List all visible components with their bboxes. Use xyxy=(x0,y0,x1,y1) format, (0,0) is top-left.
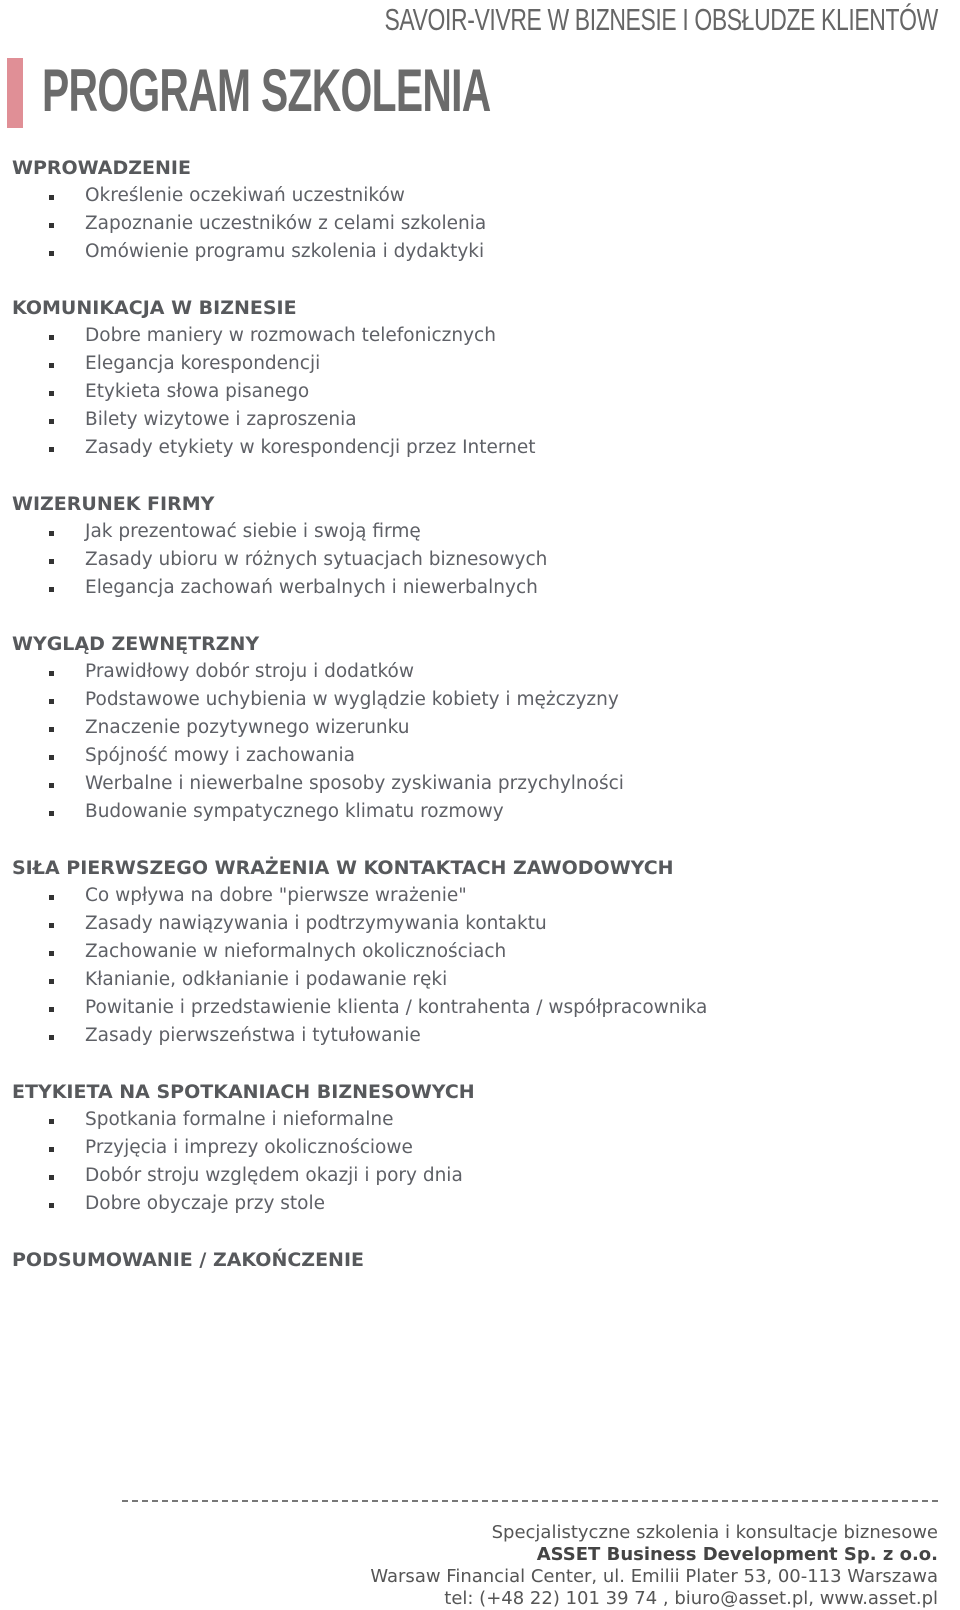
footer-address: Warsaw Financial Center, ul. Emilii Plater 53, 00-113 Warszawa xyxy=(370,1566,938,1587)
list-item xyxy=(12,714,932,742)
footer-divider xyxy=(122,1500,938,1502)
list-item xyxy=(12,1190,932,1218)
section-items xyxy=(12,882,932,1050)
list-item xyxy=(12,434,932,462)
program-section xyxy=(12,630,932,826)
list-item-text: Dobre obyczaje przy stole xyxy=(85,1193,326,1214)
square-bullet-icon xyxy=(49,335,54,340)
list-item-text: Zapoznanie uczestników z celami szkolenia xyxy=(85,213,487,234)
square-bullet-icon xyxy=(49,671,54,676)
section-items xyxy=(12,322,932,462)
list-item-text: Znaczenie pozytywnego wizerunku xyxy=(85,717,410,738)
square-bullet-icon xyxy=(49,1147,54,1152)
list-item xyxy=(12,882,932,910)
list-item-text: Przyjęcia i imprezy okolicznościowe xyxy=(85,1137,413,1158)
list-item-text: Prawidłowy dobór stroju i dodatków xyxy=(85,661,415,682)
list-item xyxy=(12,182,932,210)
list-item-text: Co wpływa na dobre "pierwsze wrażenie" xyxy=(85,885,467,906)
list-item xyxy=(12,1106,932,1134)
list-item xyxy=(12,686,932,714)
list-item xyxy=(12,518,932,546)
list-item-text: Omówienie programu szkolenia i dydaktyki xyxy=(85,241,485,262)
square-bullet-icon xyxy=(49,979,54,984)
document-subtitle: SAVOIR-VIVRE W BIZNESIE I OBSŁUDZE KLIENTÓW xyxy=(384,2,938,37)
list-item xyxy=(12,546,932,574)
list-item xyxy=(12,1134,932,1162)
square-bullet-icon xyxy=(49,699,54,704)
section-title: ETYKIETA NA SPOTKANIACH BIZNESOWYCH xyxy=(12,1081,475,1103)
section-items xyxy=(12,1106,932,1218)
square-bullet-icon xyxy=(49,895,54,900)
list-item-text: Spójność mowy i zachowania xyxy=(85,745,355,766)
square-bullet-icon xyxy=(49,1035,54,1040)
page-title: PROGRAM SZKOLENIA xyxy=(42,57,491,124)
footer-tagline: Specjalistyczne szkolenia i konsultacje biznesowe xyxy=(491,1522,938,1543)
square-bullet-icon xyxy=(49,587,54,592)
program-section xyxy=(12,154,932,266)
list-item xyxy=(12,378,932,406)
list-item xyxy=(12,210,932,238)
program-section xyxy=(12,854,932,1050)
list-item-text: Zasady ubioru w różnych sytuacjach biznesowych xyxy=(85,549,548,570)
section-title: KOMUNIKACJA W BIZNESIE xyxy=(12,297,297,319)
footer xyxy=(370,1522,938,1610)
list-item xyxy=(12,1162,932,1190)
list-item xyxy=(12,938,932,966)
list-item-text: Zasady pierwszeństwa i tytułowanie xyxy=(85,1025,421,1046)
square-bullet-icon xyxy=(49,811,54,816)
square-bullet-icon xyxy=(49,783,54,788)
list-item xyxy=(12,238,932,266)
heading-accent-bar xyxy=(7,58,23,128)
list-item xyxy=(12,322,932,350)
list-item xyxy=(12,658,932,686)
square-bullet-icon xyxy=(49,923,54,928)
list-item-text: Zachowanie w nieformalnych okolicznościach xyxy=(85,941,507,962)
square-bullet-icon xyxy=(49,727,54,732)
list-item-text: Spotkania formalne i nieformalne xyxy=(85,1109,394,1130)
footer-company: ASSET Business Development Sp. z o.o. xyxy=(536,1544,938,1565)
training-program xyxy=(12,154,932,1302)
list-item-text: Etykieta słowa pisanego xyxy=(85,381,310,402)
program-section xyxy=(12,490,932,602)
section-items xyxy=(12,518,932,602)
list-item xyxy=(12,770,932,798)
square-bullet-icon xyxy=(49,363,54,368)
list-item xyxy=(12,574,932,602)
square-bullet-icon xyxy=(49,223,54,228)
program-section xyxy=(12,294,932,462)
list-item-text: Werbalne i niewerbalne sposoby zyskiwania przychylności xyxy=(85,773,624,794)
square-bullet-icon xyxy=(49,195,54,200)
square-bullet-icon xyxy=(49,419,54,424)
list-item-text: Powitanie i przedstawienie klienta / kontrahenta / współpracownika xyxy=(85,997,708,1018)
list-item xyxy=(12,406,932,434)
square-bullet-icon xyxy=(49,951,54,956)
program-section xyxy=(12,1078,932,1218)
list-item-text: Bilety wizytowe i zaproszenia xyxy=(85,409,357,430)
list-item xyxy=(12,966,932,994)
list-item-text: Jak prezentować siebie i swoją firmę xyxy=(85,521,421,542)
list-item xyxy=(12,798,932,826)
list-item xyxy=(12,1022,932,1050)
list-item-text: Kłanianie, odkłanianie i podawanie ręki xyxy=(85,969,448,990)
list-item-text: Dobre maniery w rozmowach telefonicznych xyxy=(85,325,496,346)
program-section xyxy=(12,1246,932,1274)
section-title: SIŁA PIERWSZEGO WRAŻENIA W KONTAKTACH ZAWODOWYCH xyxy=(12,857,674,879)
list-item-text: Określenie oczekiwań uczestników xyxy=(85,185,405,206)
square-bullet-icon xyxy=(49,559,54,564)
square-bullet-icon xyxy=(49,391,54,396)
list-item xyxy=(12,350,932,378)
section-items xyxy=(12,182,932,266)
list-item xyxy=(12,994,932,1022)
list-item xyxy=(12,742,932,770)
square-bullet-icon xyxy=(49,1119,54,1124)
list-item-text: Dobór stroju względem okazji i pory dnia xyxy=(85,1165,463,1186)
list-item-text: Zasady nawiązywania i podtrzymywania kontaktu xyxy=(85,913,547,934)
footer-contact: tel: (+48 22) 101 39 74 , biuro@asset.pl, www.asset.pl xyxy=(444,1588,938,1609)
list-item-text: Elegancja korespondencji xyxy=(85,353,321,374)
section-title: WYGLĄD ZEWNĘTRZNY xyxy=(12,633,260,655)
list-item xyxy=(12,910,932,938)
square-bullet-icon xyxy=(49,755,54,760)
list-item-text: Podstawowe uchybienia w wyglądzie kobiety i mężczyzny xyxy=(85,689,619,710)
square-bullet-icon xyxy=(49,1175,54,1180)
section-title: WIZERUNEK FIRMY xyxy=(12,493,215,515)
square-bullet-icon xyxy=(49,447,54,452)
square-bullet-icon xyxy=(49,251,54,256)
list-item-text: Budowanie sympatycznego klimatu rozmowy xyxy=(85,801,504,822)
section-items xyxy=(12,658,932,826)
square-bullet-icon xyxy=(49,1203,54,1208)
square-bullet-icon xyxy=(49,531,54,536)
section-title: WPROWADZENIE xyxy=(12,157,191,179)
list-item-text: Zasady etykiety w korespondencji przez Internet xyxy=(85,437,536,458)
section-title: PODSUMOWANIE / ZAKOŃCZENIE xyxy=(12,1249,365,1271)
square-bullet-icon xyxy=(49,1007,54,1012)
list-item-text: Elegancja zachowań werbalnych i niewerbalnych xyxy=(85,577,538,598)
